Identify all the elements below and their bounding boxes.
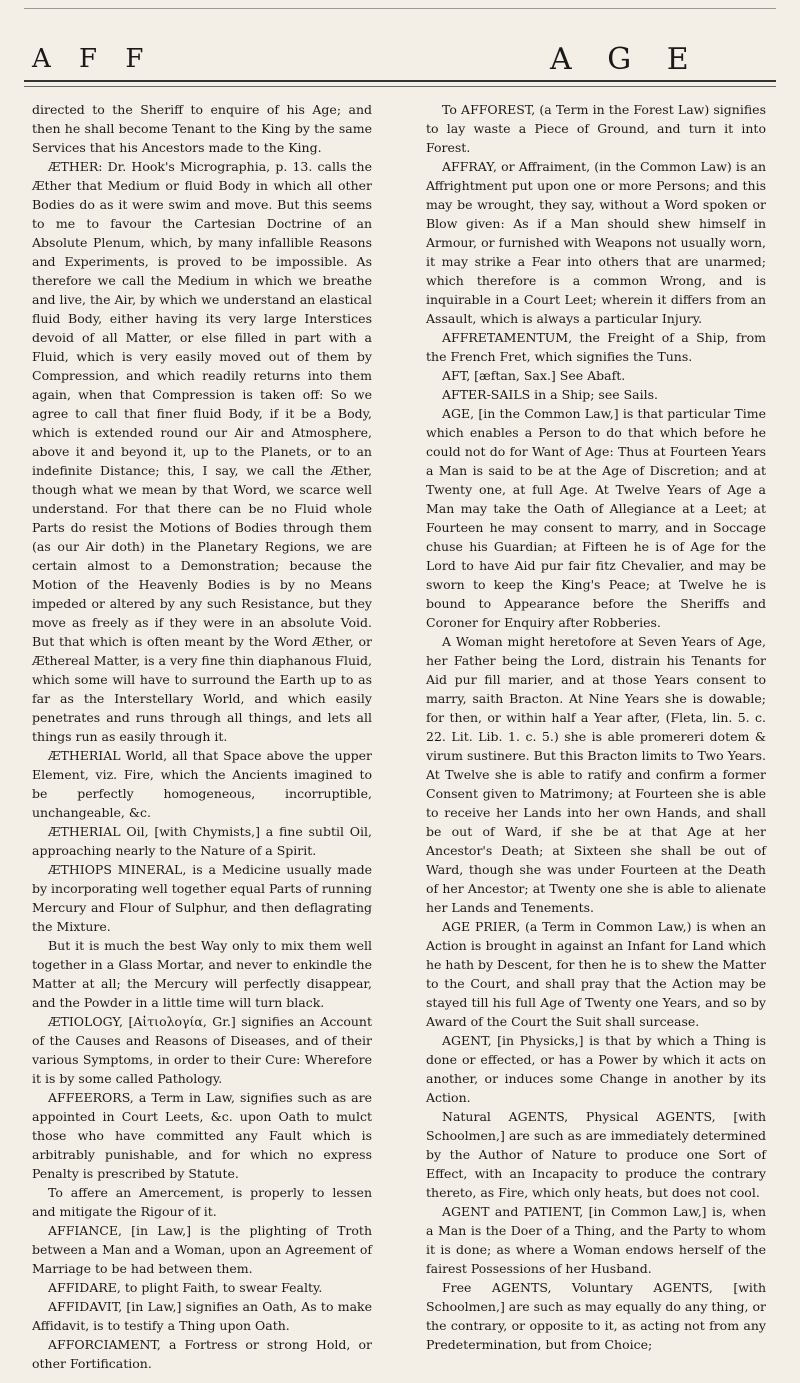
entry-aethiops-mineral: ÆTHIOPS MINERAL, is a Medicine usually made by incorporating well together equal Parts of running Mercury and Flour of Sulphur, and then deflagrating the Mixture. [32,862,372,934]
entry-afforciament: AFFORCIAMENT, a Fortress or strong Hold, or other Fortification. [32,1337,372,1371]
entry-free-agents: Free AGENTS, Voluntary AGENTS, [with Schoolmen,] are such as may equally do any thing, or the contrary, or opposite to it, as acting not from any Predetermination, but from Choice; [426,1280,766,1352]
entry-aethiops-note: But it is much the best Way only to mix them well together in a Glass Mortar, and never to enkindle the Matter at all; the Mercury will perfectly disappear, and the Powder in a little time will turn black. [32,938,372,1010]
running-head-right: A G E [550,42,702,77]
entry-affidare: AFFIDARE, to plight Faith, to swear Fealty. [48,1280,323,1295]
entry-aetiology: ÆTIOLOGY, [Αἰτιολογία, Gr.] signifies an Account of the Causes and Reasons of Diseases, and of their various Symptoms, in order to their Cure: Wherefore it is by some called Pathology. [32,1014,372,1086]
entry-agent-patient: AGENT and PATIENT, [in Common Law,] is, when a Man is the Doer of a Thing, and the Party to whom it is done; as where a Woman endows herself of the fairest Possessions of her Husband. [426,1204,766,1276]
entry-age: AGE, [in the Common Law,] is that particular Time which enables a Person to do that which before he could not do for Want of Age: Thus at Fourteen Years a Man is said to be at the Age of Discretion; and at Twenty one, at full Age. At Twelve Years of Age a Man may take the Oath of Allegiance at a Leet; at Fourteen he may consent to marry, and in Soccage chuse his Guardian; at Fifteen he is of Age for the Lord to have Aid pur fair fitz Chevalier, and may be sworn to keep the King's Peace; at Twelve he is bound to Appearance before the Sheriffs and Coroner for Enquiry after Robberies. [426,406,766,630]
entry-affeerors: AFFEERORS, a Term in Law, signifies such as are appointed in Court Leets, &c. upon Oath to mulct those who have committed any Fault which is arbitrably punishable, and for which no express Penalty is prescribed by Statute. [32,1090,372,1181]
entry-natural-agents: Natural AGENTS, Physical AGENTS, [with Schoolmen,] are such as are immediately determined by the Author of Nature to produce one Sort of Effect, with an Incapacity to produce the contrary thereto, as Fire, which only heats, but does not cool. [426,1109,766,1200]
entry-affray: AFFRAY, or Affraiment, (in the Common Law) is an Affrightment put upon one or more Persons; and this may be wrought, they say, without a Word spoken or Blow given: As if a Man should shew himself in Armour, or furnished with Weapons not usually worn, it may strike a Fear into others that are unarmed; which therefore is a common Wrong, and is inquirable in a Court Leet; wherein it differs from an Assault, which is always a particular Injury. [426,159,766,326]
entry-affere: To affere an Amercement, is properly to lessen and mitigate the Rigour of it. [32,1185,372,1219]
right-column [426,100,766,1354]
entry-age-woman: A Woman might heretofore at Seven Years of Age, her Father being the Lord, distrain his Tenants for Aid pur fill marier, and at those Years consent to marry, saith Bracton. At Nine Years she is dowable; for then, or within half a Year after, (Fleta, lin. 5. c. 22. Lit. Lib. 1. c. 5.) she is able promereri dotem & virum sustinere. But this Bracton limits to Two Years. At Twelve she is able to ratify and confirm a former Consent given to Matrimony; at Fourteen she is able to receive her Lands into her own Hands, and shall be out of Ward, if she be at that Age at her Ancestor's Death; at Sixteen she shall be out of Ward, though she was under Fourteen at the Death of her Ancestor; at Twenty one she is able to alienate her Lands and Tenements. [426,634,766,915]
page-header [0,0,800,100]
header-rule-thin [24,86,776,87]
left-column [32,100,372,1373]
entry-aetherial-oil: ÆTHERIAL Oil, [with Chymists,] a fine subtil Oil, approaching nearly to the Nature of a Spirit. [32,824,372,858]
entry-after-sails: AFTER-SAILS in a Ship; see Sails. [442,387,658,402]
top-rule [24,8,776,9]
entry-aether: ÆTHER: Dr. Hook's Micrographia, p. 13. calls the Æther that Medium or fluid Body in which all other Bodies do as it were swim and move. But this seems to me to favour the Cartesian Doctrine of an Absolute Plenum, which, by many infallible Reasons and Experiments, is proved to be impossible. As therefore we call the Medium in which we breathe and live, the Air, by which we understand an elastical fluid Body, either having its very large Interstices devoid of all Matter, or else filled in part with a Fluid, which is very easily moved out of them by Compression, and which readily returns into them again, when that Compression is taken off: So we agree to call that finer fluid Body, if it be a Body, which is extended round our Air and Atmosphere, above it and beyond it, up to the Planets, or to an indefinite Distance; this, I say, we call the Æther, though what we mean by that Word, we scarce well understand. For that there can be no Fluid whole Parts do resist the Motions of Bodies through them (as our Air doth) in the Planetary Regions, we are certain almost to a Demonstration; because the Motion of the Heavenly Bodies is by no Means impeded or altered by any such Resistance, but they move as freely as if they were in an absolute Void. But that which is often meant by the Word Æther, or Æthereal Matter, is a very fine thin diaphanous Fluid, which some will have to surround the Earth up to as far as the Interstellary World, and which easily penetrates and runs through all things, and lets all things run as easily through it. [32,159,372,744]
running-head-left: A F F [32,44,154,74]
header-rule [24,80,776,82]
entry-agent: AGENT, [in Physicks,] is that by which a Thing is done or effected, or has a Power by which it acts on another, or induces some Change in another by its Action. [426,1033,766,1105]
entry-age-prier: AGE PRIER, (a Term in Common Law,) is when an Action is brought in against an Infant for Land which he hath by Descent, for then he is to shew the Matter to the Court, and shall pray that the Action may be stayed till his full Age of Twenty one Years, and so by Award of the Court the Suit shall surcease. [426,919,766,1029]
entry-afforest: To AFFOREST, (a Term in the Forest Law) signifies to lay waste a Piece of Ground, and turn it into Forest. [426,102,766,155]
entry-affiance: AFFIANCE, [in Law,] is the plighting of Troth between a Man and a Woman, upon an Agreement of Marriage to be had between them. [32,1223,372,1276]
entry-affretamentum: AFFRETAMENTUM, the Freight of a Ship, from the French Fret, which signifies the Tuns. [426,330,766,364]
entry-aft: AFT, [æftan, Sax.] See Abaft. [442,368,626,383]
entry-aetherial-world: ÆTHERIAL World, all that Space above the upper Element, viz. Fire, which the Ancients imagined to be perfectly homogeneous, incorruptible, unchangeable, &c. [32,748,372,820]
entry-continuation: directed to the Sheriff to enquire of his Age; and then he shall become Tenant to the King by the same Services that his Ancestors made to the King. [32,102,372,155]
entry-affidavit: AFFIDAVIT, [in Law,] signifies an Oath, As to make Affidavit, is to testify a Thing upon Oath. [32,1299,372,1333]
